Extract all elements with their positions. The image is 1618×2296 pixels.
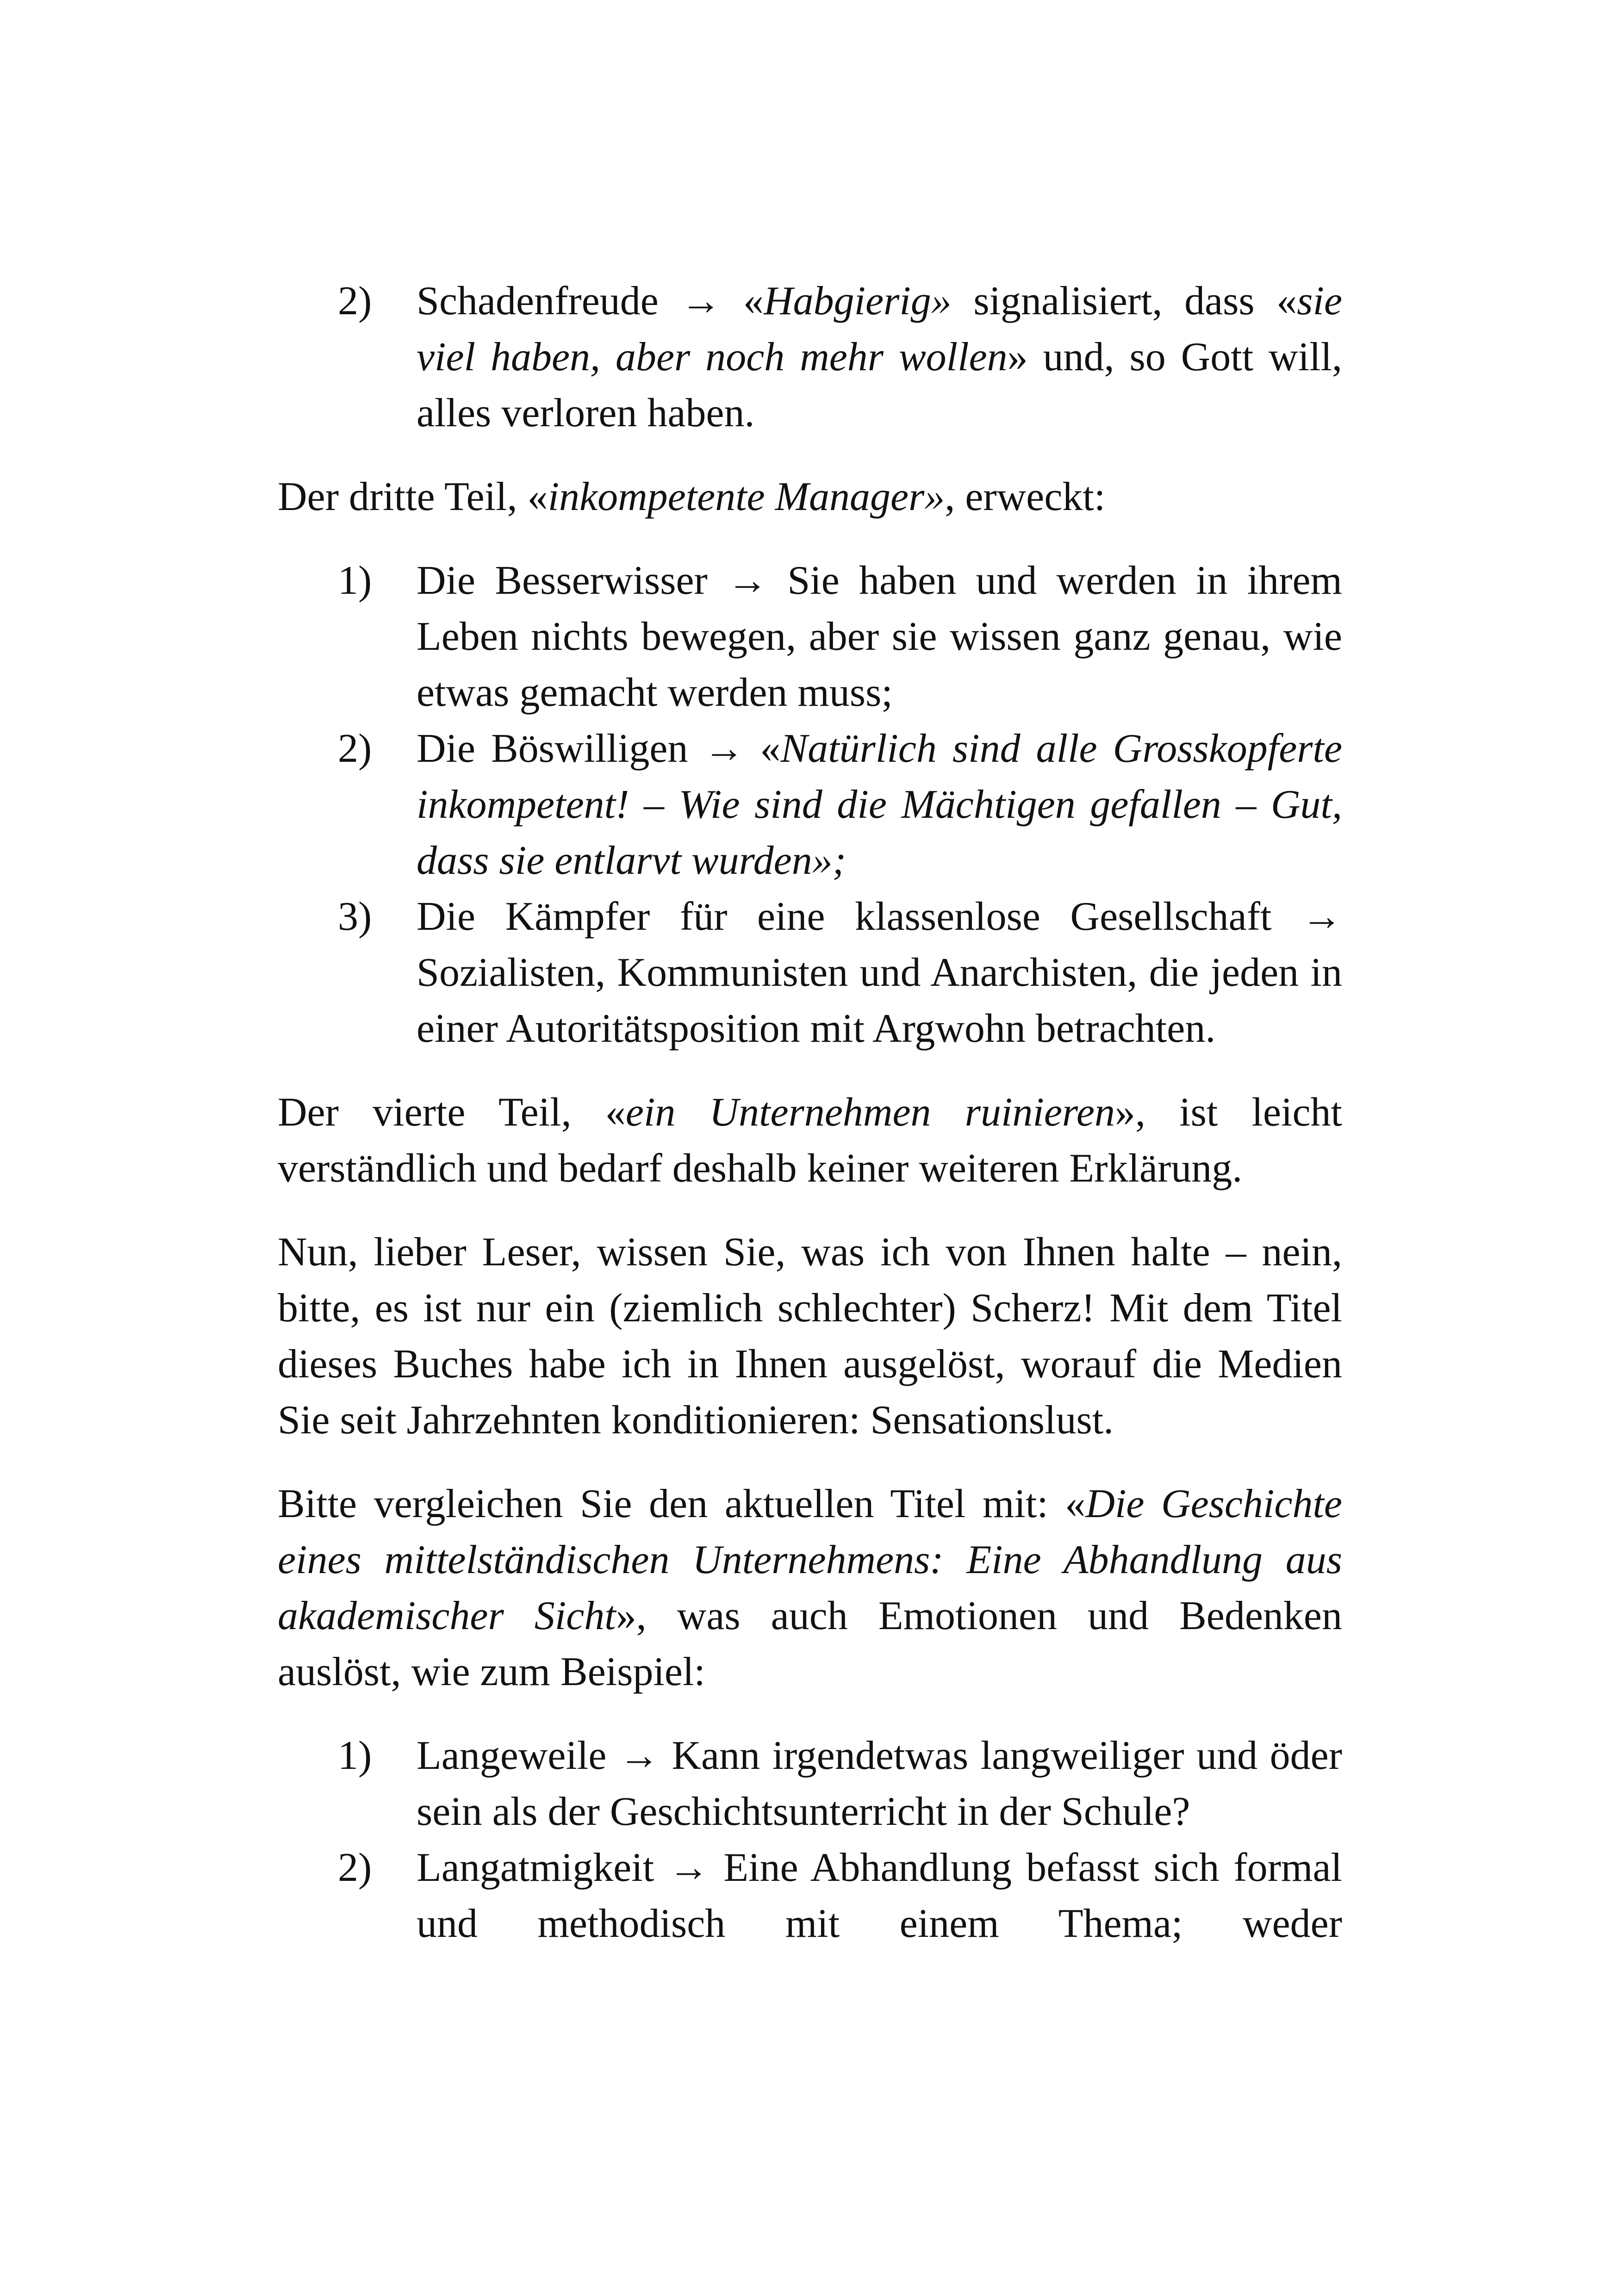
list-item-text <box>417 1840 1342 1952</box>
text-run: signalisiert, dass « <box>951 279 1297 324</box>
text-run: Die Kämpfer für eine klassenlose Gesellschaft → Sozialisten, Kommunisten und Anarchisten, die jeden in einer Autoritätsposition mit Argwohn betrachten. <box>417 894 1342 1051</box>
text-run: Nun, lieber Leser, wissen Sie, was ich von Ihnen halte – nein, bitte, es ist nur ein (ziemlich schlechter) Scherz! Mit dem Titel dieses Buches habe ich in Ihnen ausgelöst, worauf die Medien Sie seit Jahrzehnten konditionieren: Sensationslust. <box>278 1230 1342 1443</box>
list-item-text <box>417 273 1342 441</box>
list-item-number: 2) <box>338 726 372 771</box>
text-run: Langatmigkeit → Eine Abhandlung befasst sich formal und methodisch mit einem Thema; weder <box>417 1845 1342 1946</box>
list-item-number-cell <box>278 1728 417 1784</box>
list-item-number: 3) <box>338 894 372 939</box>
italic-run: Habgierig» <box>764 279 952 324</box>
text-run: », was auch Emotionen und Bedenken auslöst, wie zum Beispiel: <box>278 1593 1342 1694</box>
list-item <box>278 889 1342 1057</box>
list-item-number-cell <box>278 889 417 945</box>
text-run: Die Besserwisser → Sie haben und werden in ihrem Leben nichts bewegen, aber sie wissen ganz genau, wie etwas gemacht werden muss; <box>417 558 1342 715</box>
page-content <box>278 273 1342 1979</box>
list-item-text <box>417 553 1342 721</box>
text-run: » und, so Gott will, alles verloren haben. <box>417 335 1343 436</box>
list-a <box>278 273 1342 441</box>
list-item <box>278 1728 1342 1840</box>
list-item-number-cell <box>278 721 417 777</box>
text-run: Bitte vergleichen Sie den aktuellen Titel mit: « <box>278 1481 1086 1526</box>
list-item-number: 2) <box>338 1845 372 1890</box>
paragraph-reader-joke <box>278 1224 1342 1448</box>
list-c <box>278 1728 1342 1952</box>
text-run: Langeweile → Kann irgendetwas langweiliger und öder sein als der Geschichtsunterricht in der Schule? <box>417 1733 1342 1834</box>
text-run: Der vierte Teil, « <box>278 1090 626 1135</box>
text-run: Schadenfreude → « <box>417 279 764 324</box>
paragraph-title-comparison <box>278 1476 1342 1700</box>
text-run: , erweckt: <box>945 474 1106 519</box>
italic-run: Die Geschichte eines mittelständischen Unternehmens: Eine Abhandlung aus akademischer Sicht <box>278 1481 1342 1638</box>
text-run: Die Böswilligen → « <box>417 726 781 771</box>
text-run: », ist leicht verständlich und bedarf deshalb keiner weiteren Erklärung. <box>278 1090 1342 1191</box>
italic-run: inkompetente Manager» <box>548 474 945 519</box>
italic-run: Natürlich sind alle Grosskopferte inkompetent! – Wie sind die Mächtigen gefallen – Gut, dass sie entlarvt wurden»; <box>417 726 1342 883</box>
list-item-text <box>417 889 1342 1057</box>
italic-run: sie viel haben, aber noch mehr wollen <box>417 279 1343 380</box>
list-item-number-cell <box>278 553 417 609</box>
list-item-number: 1) <box>338 1733 372 1778</box>
list-item <box>278 273 1342 441</box>
list-item-text <box>417 721 1342 889</box>
paragraph-third-part <box>278 469 1342 525</box>
list-item <box>278 1840 1342 1952</box>
paragraph-fourth-part <box>278 1084 1342 1196</box>
list-item <box>278 553 1342 721</box>
italic-run: ein Unternehmen ruinieren <box>625 1090 1115 1135</box>
list-item-text <box>417 1728 1342 1840</box>
list-item <box>278 721 1342 889</box>
list-b <box>278 553 1342 1057</box>
text-run: Der dritte Teil, « <box>278 474 548 519</box>
list-item-number: 2) <box>338 279 372 324</box>
list-item-number: 1) <box>338 558 372 603</box>
list-item-number-cell <box>278 1840 417 1896</box>
list-item-number-cell <box>278 273 417 329</box>
